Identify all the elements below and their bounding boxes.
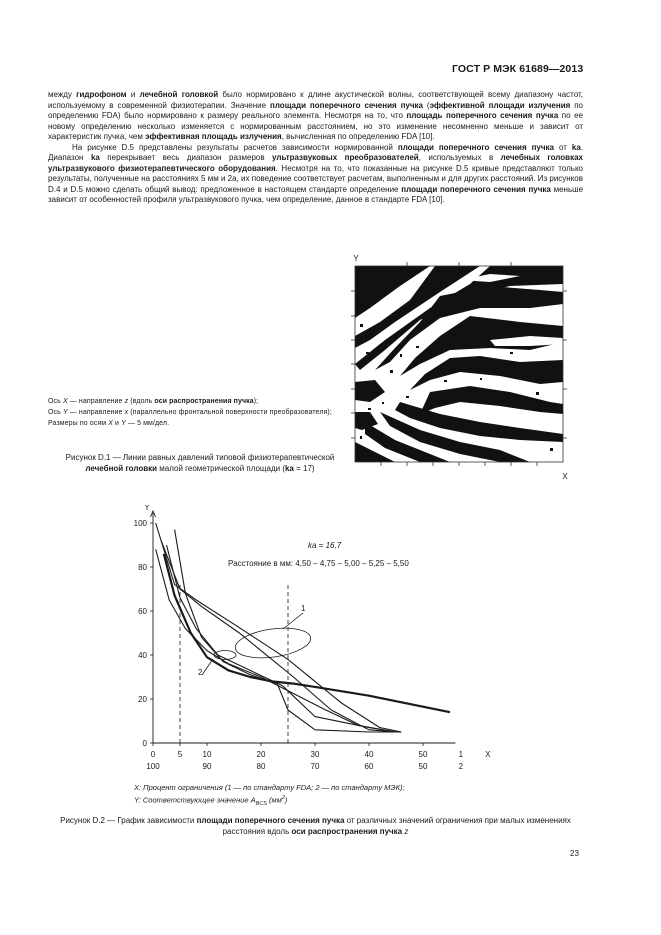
paragraph-2: На рисунке D.5 представлены результаты расчетов зависимости нормированной площади поперечного сечения пучка от ka. Диапазон ka перекрывает весь диапазон размеров ультразвуковых преобразователей, используемых в лечебных головках ультразвукового физиотерапевтического оборудования. Несмотря на то, что показанные на рисунке D.5 кривые представляют только результаты, полученные на расстояниях 5 мм и 2a, их поведение соответствует расчетам, выполненным и для других расстояний. Из рисунков D.4 и D.5 можно сделать общий вывод: предложенное в настоящем стандарте определение площади поперечного сечения пучка меньше зависит от особенностей профиля ультразвукового пучка, чем определение, данное в стандарте FDA [10].: [48, 142, 584, 204]
fig1-axis-y-label: Y: [353, 254, 359, 263]
x-tick-label-row1: 1: [458, 750, 464, 759]
x-tick-label-row1: 10: [202, 750, 212, 759]
y-tick-label: 100: [133, 519, 147, 528]
x-axis-label: X: [485, 750, 491, 759]
figure-2-chart: [108, 505, 498, 775]
y-tick-label: 40: [138, 651, 147, 660]
x-tick-label-row1: 50: [418, 750, 428, 759]
group-1-leader: [283, 613, 303, 629]
fig2-legend-y-prefix: Y: Соответствующее значение A: [134, 795, 256, 805]
group-1-ellipse: [233, 624, 312, 662]
fig2-legend-y-suffix: (мм: [266, 795, 282, 805]
y-tick-label: 20: [138, 695, 147, 704]
series-line-4: [167, 545, 397, 732]
page-number: 23: [570, 849, 579, 858]
x-tick-label-row2: 50: [418, 762, 428, 771]
series-line-2: [161, 541, 396, 732]
y-axis-label: Y: [144, 505, 150, 512]
y-tick-label: 0: [142, 739, 147, 748]
figure-2-caption: Рисунок D.2 — График зависимости площади поперечного сечения пучка от различных значений ограничения при малых изменениях расстояния вдоль оси распространения пучка z: [60, 816, 571, 836]
series-line-3: [156, 549, 396, 732]
figure-1-caption: Рисунок D.1 — Линии равных давлений типовой физиотерапевтической лечебной головки малой геометрической площади (ka = 17): [65, 453, 335, 473]
series-line-1: [156, 523, 402, 732]
figure-1-legend: [48, 396, 348, 429]
x-tick-label-row2: 90: [202, 762, 212, 771]
fig1-contour-pattern: [355, 266, 563, 462]
ka-label: ka = 16,7: [308, 541, 342, 550]
fig1-legend-line-1: Ось X — направление z (вдоль оси распространения пучка);: [48, 398, 259, 405]
figure-1-pressure-contours: [340, 252, 580, 484]
x-tick-label-row1: 30: [310, 750, 320, 759]
fig2-legend-x: X: Процент ограничения (1 — по стандарту FDA; 2 — по стандарту МЭК);: [134, 783, 405, 792]
fig2-legend-y-sup: 2: [281, 795, 285, 801]
fig1-legend-line-2: Ось Y — направление x (параллельно фронтальной поверхности преобразователя);: [48, 409, 332, 416]
fig1-axis-x-label: X: [562, 472, 568, 481]
label-1: 1: [301, 604, 306, 613]
x-tick-label-row1: 20: [256, 750, 266, 759]
fig1-legend-line-3: Размеры по осям X и Y — 5 мм/дел.: [48, 420, 170, 427]
distance-label: Расстояние в мм: 4,50 – 4,75 – 5,00 – 5,25 – 5,50: [228, 559, 409, 568]
x-tick-label-row1: 40: [364, 750, 374, 759]
fig2-legend-y-sub: BCS: [255, 801, 267, 807]
y-tick-label: 80: [138, 563, 147, 572]
y-tick-label: 60: [138, 607, 147, 616]
fig2-legend-y-end: ): [284, 795, 288, 805]
x-tick-label-row2: 70: [310, 762, 320, 771]
x-tick-label-row1: 0: [150, 750, 156, 759]
x-tick-label-row2: 100: [146, 762, 160, 771]
x-tick-label-row2: 2: [458, 762, 464, 771]
x-tick-label-row1: 5: [177, 750, 183, 759]
fig2-legend-y: [134, 793, 494, 810]
x-tick-label-row2: 80: [256, 762, 266, 771]
standard-code: ГОСТ Р МЭК 61689—2013: [452, 63, 584, 75]
paragraph-1: между гидрофоном и лечебной головкой было нормировано к длине акустической волны, соответствующей всему диапазону частот, используемому в современной физиотерапии. Значение площади поперечного сечения пучка (эффективной площади излучения по определению FDA) было нормировано к размеру реального элемента. Несмотря на то, что площадь поперечного сечения пучка по ее новому определению несколько изменяется с нормированным расстоянием, но это изменение несомненно меньше и зависит от характеристик пучка, чем эффективная площадь излучения, вычисленная по определению FDA [10].: [48, 90, 584, 141]
body-text: [48, 90, 583, 206]
label-2: 2: [198, 668, 203, 677]
x-tick-label-row2: 60: [364, 762, 374, 771]
figure-2-legend: [134, 782, 494, 810]
group-2-leader: [202, 659, 213, 675]
